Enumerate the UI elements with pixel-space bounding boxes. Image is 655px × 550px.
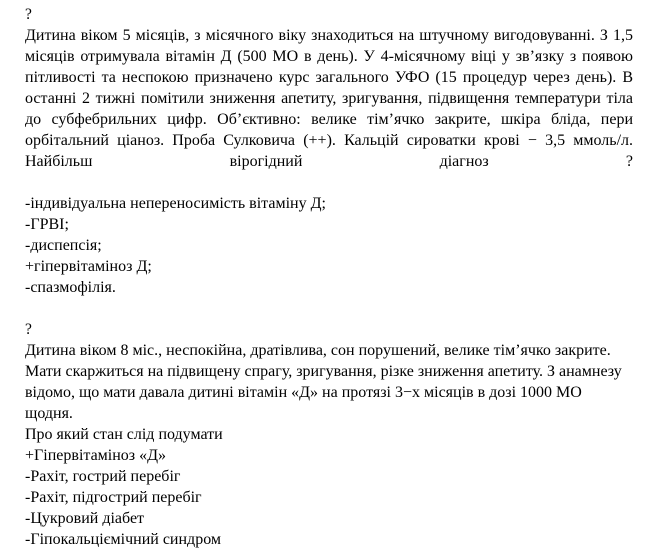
answer-option-1-2: -ГРВІ; — [25, 216, 69, 233]
answer-option-1-1: -індивідуальна непереносимість вітаміну Д; — [25, 195, 326, 212]
block-separator — [25, 298, 633, 319]
question-block-1 — [25, 4, 633, 298]
question-block-2 — [25, 319, 633, 550]
question-prompt-2: Про який стан слід подумати — [25, 426, 223, 443]
answer-option-1-4-correct: +гіпервітаміноз Д; — [25, 258, 152, 275]
answer-option-2-5: -Гіпокальціємічний синдром — [25, 531, 222, 548]
question-stem-2: Дитина віком 8 міс., неспокійна, дратівлива, сон порушений, велике тім’ячко закрите. Мати скаржиться на підвищену спрагу, зригування, різке зниження апетиту. З анамнезу відомо, що мати давала дитині вітамін «Д» на протязі 3−х місяців в дозі 1000 МО щодня. — [25, 342, 622, 422]
answer-option-2-3: -Рахіт, підгострий перебіг — [25, 489, 202, 506]
answer-option-2-1-correct: +Гіпервітаміноз «Д» — [25, 447, 167, 464]
answer-option-1-5: -спазмофілія. — [25, 279, 116, 296]
answer-option-2-2: -Рахіт, гострий перебіг — [25, 468, 181, 485]
answer-option-2-4: -Цукровий діабет — [25, 510, 145, 527]
question-stem-1: Дитина віком 5 місяців, з місячного віку знаходиться на штучному вигодовуванні. З 1,5 місяців отримувала вітамін Д (500 МО в день). У 4-місячному віці у зв’язку з появою пітливості та неспокою призначено курс загального УФО (15 процедур через день). В останні 2 тижні помітили зниження апетиту, зригування, підвищення температури тіла до субфебрильних цифр. Об’єктивно: велике тім’ячко закрите, шкіра бліда, пери орбітальний ціаноз. Проба Сулковича (++). Кальцій сироватки крові − 3,5 ммоль/л. Найбільш вірогідний діагноз ? — [25, 27, 633, 170]
question-marker-2: ? — [25, 321, 32, 338]
question-marker-1: ? — [25, 6, 32, 23]
answer-option-1-3: -диспепсія; — [25, 237, 102, 254]
